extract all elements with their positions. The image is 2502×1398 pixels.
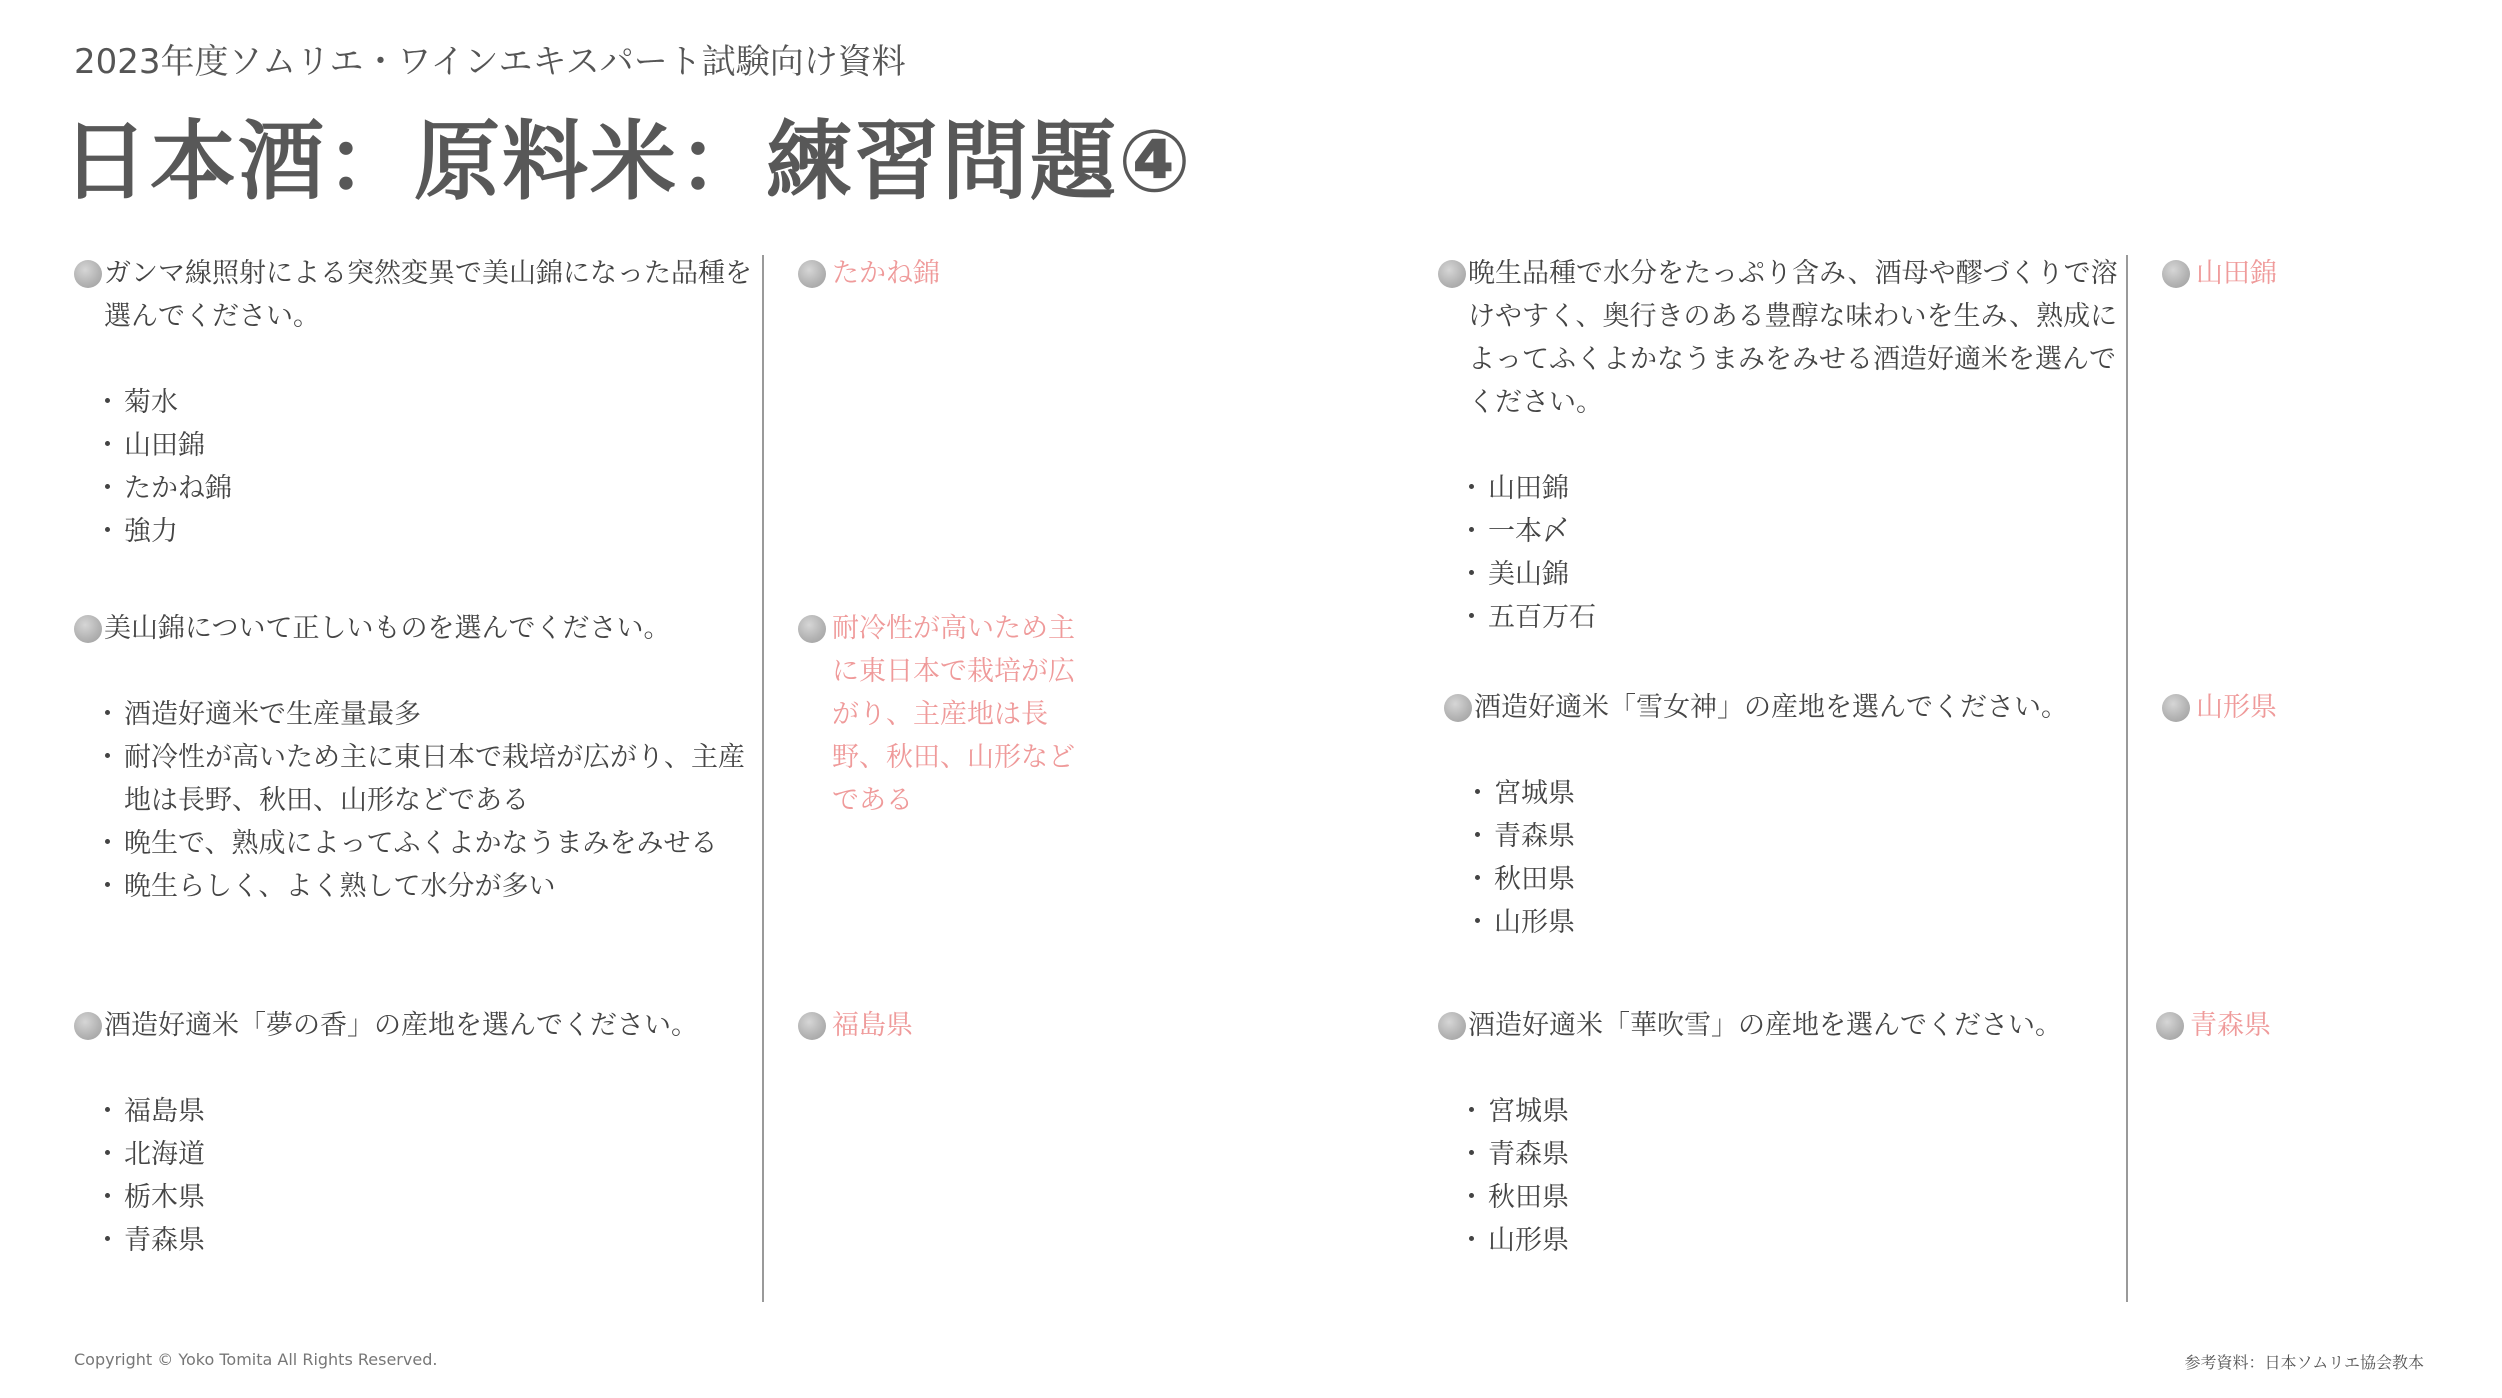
option-item: ・ 秋田県 (1458, 1176, 2118, 1219)
option-list (1438, 1090, 2118, 1262)
option-item: ・ 美山錦 (1458, 553, 2118, 596)
option-item: ・ 北海道 (94, 1133, 754, 1176)
copyright-notice: Copyright © Yoko Tomita All Rights Reserved. (74, 1350, 438, 1369)
option-list (74, 1090, 754, 1262)
option-item: ・ 五百万石 (1458, 596, 2118, 639)
option-item: ・ 宮城県 (1464, 772, 2124, 815)
bullet-circle-icon (2156, 1012, 2184, 1040)
question-1 (74, 252, 754, 553)
option-list (1438, 467, 2118, 639)
option-item: ・ 菊水 (94, 381, 754, 424)
question-text: 晩生品種で水分をたっぷり含み、酒母や醪づくりで溶けやすく、奥行きのある豊醇な味わいを生み、熟成によってふくよかなうまみをみせる酒造好適米を選んでください。 (1468, 258, 2118, 418)
option-item: ・ 青森県 (94, 1219, 754, 1262)
reference-note: 参考資料：日本ソムリエ協会教本 (2184, 1353, 2424, 1372)
question-text: ガンマ線照射による突然変異で美山錦になった品種を選んでください。 (104, 258, 752, 332)
option-item: ・ 一本〆 (1458, 510, 2118, 553)
option-item: ・ 晩生で、熟成によってふくよかなうまみをみせる (94, 822, 754, 865)
question-5 (1444, 686, 2124, 944)
option-item: ・ 強力 (94, 510, 754, 553)
question-text: 酒造好適米「華吹雪」の産地を選んでください。 (1468, 1010, 2062, 1041)
bullet-circle-icon (798, 1012, 826, 1040)
bullet-circle-icon (1444, 694, 1472, 722)
question-3 (74, 1004, 754, 1262)
answer-5 (2162, 686, 2462, 729)
answer-2 (798, 607, 1088, 822)
bullet-circle-icon (2162, 260, 2190, 288)
bullet-circle-icon (1438, 260, 1466, 288)
option-item: ・ 福島県 (94, 1090, 754, 1133)
option-list (74, 693, 754, 908)
option-item: ・ 晩生らしく、よく熟して水分が多い (94, 865, 754, 908)
question-text: 酒造好適米「雪女神」の産地を選んでください。 (1474, 692, 2068, 723)
option-item: ・ 酒造好適米で生産量最多 (94, 693, 754, 736)
option-item: ・ 宮城県 (1458, 1090, 2118, 1133)
question-4 (1438, 252, 2118, 639)
option-item: ・ 山田錦 (1458, 467, 2118, 510)
answer-text: 福島県 (832, 1010, 913, 1041)
option-item: ・ 栃木県 (94, 1176, 754, 1219)
question-text: 酒造好適米「夢の香」の産地を選んでください。 (104, 1010, 698, 1041)
option-list (1444, 772, 2124, 944)
option-item: ・ 山田錦 (94, 424, 754, 467)
bullet-circle-icon (74, 615, 102, 643)
answer-6 (2156, 1004, 2456, 1047)
bullet-circle-icon (74, 260, 102, 288)
option-item: ・ 秋田県 (1464, 858, 2124, 901)
column-divider-left (762, 255, 764, 1302)
bullet-circle-icon (1438, 1012, 1466, 1040)
option-item: ・ たかね錦 (94, 467, 754, 510)
page-title: 日本酒：原料米：練習問題④ (62, 112, 1193, 212)
answer-text: 青森県 (2190, 1010, 2271, 1041)
answer-text: たかね錦 (832, 258, 940, 289)
answer-4 (2162, 252, 2462, 295)
option-item: ・ 青森県 (1464, 815, 2124, 858)
question-text: 美山錦について正しいものを選んでください。 (104, 613, 671, 644)
option-item: ・ 耐冷性が高いため主に東日本で栽培が広がり、主産地は長野、秋田、山形などである (94, 736, 754, 822)
option-item: ・ 山形県 (1458, 1219, 2118, 1262)
option-list (74, 381, 754, 553)
answer-3 (798, 1004, 1138, 1047)
answer-text: 山形県 (2196, 692, 2277, 723)
answer-text: 耐冷性が高いため主に東日本で栽培が広がり、主産地は長野、秋田、山形などである (832, 613, 1075, 816)
option-item: ・ 山形県 (1464, 901, 2124, 944)
option-item: ・ 青森県 (1458, 1133, 2118, 1176)
answer-text: 山田錦 (2196, 258, 2277, 289)
column-divider-right (2126, 255, 2128, 1302)
bullet-circle-icon (798, 260, 826, 288)
bullet-circle-icon (2162, 694, 2190, 722)
bullet-circle-icon (74, 1012, 102, 1040)
page-subtitle: 2023年度ソムリエ・ワインエキスパート試験向け資料 (74, 42, 906, 82)
bullet-circle-icon (798, 615, 826, 643)
answer-1 (798, 252, 1138, 295)
question-2 (74, 607, 754, 908)
question-6 (1438, 1004, 2118, 1262)
